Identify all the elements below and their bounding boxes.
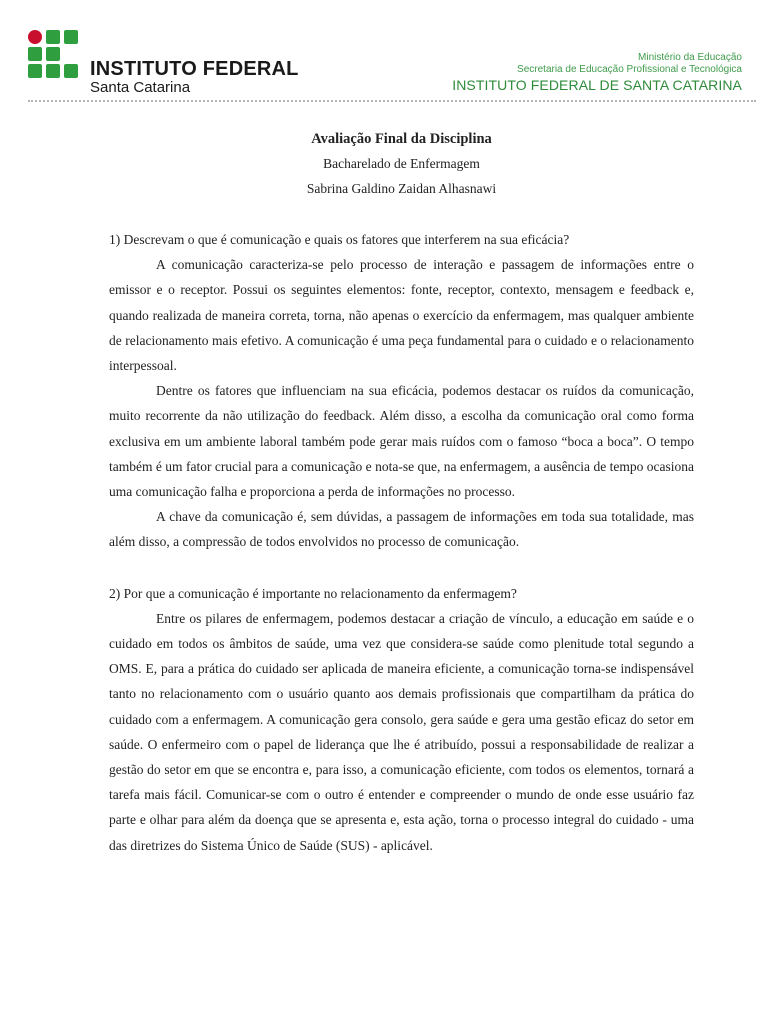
answer-1-paragraph-3: A chave da comunicação é, sem dúvidas, a passagem de informações em toda sua totalidade, mas além disso, a compressão de todos envolvidos no processo de comunicação. <box>109 509 694 550</box>
brand-line2: Santa Catarina <box>90 79 191 96</box>
doc-course: Bacharelado de Enfermagem <box>323 156 480 171</box>
question-1: 1) Descrevam o que é comunicação e quais os fatores que interferem na sua eficácia? <box>109 232 570 247</box>
answer-1-paragraph-2: Dentre os fatores que influenciam na sua eficácia, podemos destacar os ruídos da comunicação, muito recorrente da não utilização do feedback. Além disso, a escolha da comunicação oral como forma exclusiva em um ambiente laboral também pode gerar mais ruídos com o famoso “boca a boca”. O tempo também é um fator crucial para a comunicação e nota-se que, na enfermagem, a ausência de tempo ocasiona uma comunicação falha e proporciona a perda de informações no processo. <box>109 383 694 500</box>
header-divider <box>28 100 756 102</box>
answer-2-paragraph-1: Entre os pilares de enfermagem, podemos destacar a criação de vínculo, a educação em saúde e o cuidado em todos os âmbitos de saúde, uma vez que considera-se saúde como plenitude total segundo a OMS. E, para a prática do cuidado ser aplicada de maneira eficiente, a comunicação torna-se indispensável tanto no relacionamento com o usuário quanto aos demais profissionais que compartilham da prática do cuidado com a enfermagem. A comunicação gera consolo, gera saúde e gera uma gestão eficaz do setor em saúde. O enfermeiro com o papel de liderança que lhe é atribuído, possui a responsabilidade de realizar a gestão do setor em que se encontra e, para isso, a comunicação eficiente, com todos os elementos, tornará a tarefa mais fácil. Comunicar-se com o outro é entender e compreender o mundo de onde esse usuário faz parte e olhar para além da doença que se apresenta e, esta ação, torna o processo integral do cuidado - uma das diretrizes do Sistema Único de Saúde (SUS) - aplicável. <box>109 610 694 853</box>
page-header <box>0 0 768 105</box>
secretariat-line: Secretaria de Educação Profissional e Tecnológica <box>517 64 742 75</box>
document-body <box>109 127 694 858</box>
ministry-line: Ministério da Educação <box>638 52 742 63</box>
question-2: 2) Por que a comunicação é importante no relacionamento da enfermagem? <box>109 585 517 601</box>
institution-brand <box>90 58 299 96</box>
ministry-header <box>452 52 742 94</box>
if-logo-icon <box>28 30 80 78</box>
brand-line1: INSTITUTO FEDERAL <box>90 58 299 80</box>
doc-author: Sabrina Galdino Zaidan Alhasnawi <box>306 181 497 196</box>
doc-title: Avaliação Final da Disciplina <box>311 131 492 147</box>
answer-1-paragraph-1: A comunicação caracteriza-se pelo processo de interação e passagem de informações entre o emissor e o receptor. Possui os seguintes elementos: fonte, receptor, contexto, mensagem e feedback e, quando realizada de maneira correta, torna, não apenas o exercício da enfermagem, mas qualquer ambiente de relacionamento mais efetivo. A comunicação é uma peça fundamental para o cuidado e o relacionamento interpessoal. <box>109 257 694 374</box>
institute-line: INSTITUTO FEDERAL DE SANTA CATARINA <box>452 77 742 93</box>
